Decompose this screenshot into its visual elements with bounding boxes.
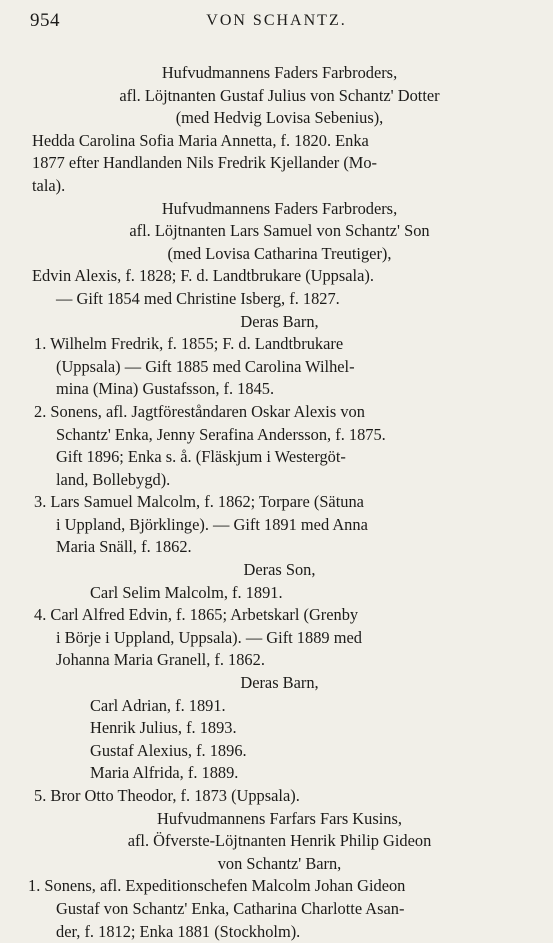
text-line: tala). [32, 175, 66, 195]
text-line: der, f. 1812; Enka 1881 (Stockholm). [56, 921, 301, 941]
text-line: Edvin Alexis, f. 1828; F. d. Landtbrukare (Uppsala). [32, 266, 374, 286]
text-line: afl. Öfverste-Löjtnanten Henrik Philip Gideon [127, 831, 432, 851]
text-line: — Gift 1854 med Christine Isberg, f. 1827. [56, 288, 340, 308]
text-line: Gift 1896; Enka s. å. (Fläskjum i Westergöt- [56, 447, 346, 467]
text-line: 4. Carl Alfred Edvin, f. 1865; Arbetskarl (Grenby [34, 605, 359, 625]
text-line: Deras Son, [243, 560, 316, 580]
text-line: 5. Bror Otto Theodor, f. 1873 (Uppsala). [34, 786, 300, 805]
text-line: Maria Snäll, f. 1862. [56, 537, 192, 557]
text-line: (Uppsala) — Gift 1885 med Carolina Wilhel- [56, 356, 355, 376]
text-line: Hufvudmannens Farfars Fars Kusins, [157, 808, 402, 828]
text-line: Hedda Carolina Sofia Maria Annetta, f. 1820. Enka [32, 130, 369, 150]
text-line: Gustaf von Schantz' Enka, Catharina Charlotte Asan- [56, 898, 405, 918]
text-line: 2. Sonens, afl. Jagtföreståndaren Oskar Alexis von [34, 401, 365, 421]
text-line: i Uppland, Björklinge). — Gift 1891 med Anna [56, 514, 368, 534]
text-line: i Börje i Uppland, Uppsala). — Gift 1889 med [56, 627, 362, 647]
text-line: 1. Sonens, afl. Expeditionschefen Malcolm Johan Gideon [28, 876, 406, 896]
running-title: VON SCHANTZ. [206, 12, 347, 29]
text-line: Maria Alfrida, f. 1889. [90, 763, 239, 783]
text-line: Hufvudmannens Faders Farbroders, [161, 198, 398, 218]
text-line: 1877 efter Handlanden Nils Fredrik Kjellander (Mo- [32, 153, 378, 173]
text-line: Schantz' Enka, Jenny Serafina Andersson, f. 1875. [56, 424, 386, 444]
text-line: afl. Löjtnanten Lars Samuel von Schantz' Son [129, 221, 430, 241]
text-line: Johanna Maria Granell, f. 1862. [56, 650, 265, 670]
text-line: von Schantz' Barn, [217, 853, 342, 873]
text-line: Carl Selim Malcolm, f. 1891. [90, 582, 283, 602]
text-line: Gustaf Alexius, f. 1896. [90, 740, 247, 760]
text-line: Deras Barn, [240, 311, 319, 331]
text-line: 1. Wilhelm Fredrik, f. 1855; F. d. Landtbrukare [34, 334, 344, 354]
text-line: Henrik Julius, f. 1893. [90, 718, 237, 738]
page-number: 954 [30, 10, 60, 31]
text-line: 3. Lars Samuel Malcolm, f. 1862; Torpare (Sätuna [34, 492, 364, 512]
text-line: mina (Mina) Gustafsson, f. 1845. [56, 379, 275, 399]
text-line: (med Hedvig Lovisa Sebenius), [175, 108, 384, 128]
text-line: Carl Adrian, f. 1891. [90, 695, 226, 715]
text-line: Deras Barn, [240, 673, 319, 693]
text-line: land, Bollebygd). [56, 469, 171, 489]
page-header [30, 10, 523, 36]
text-line: Hufvudmannens Faders Farbroders, [161, 63, 398, 82]
text-line: afl. Löjtnanten Gustaf Julius von Schantz' Dotter [119, 85, 440, 105]
page-text [28, 62, 531, 943]
text-line: (med Lovisa Catharina Treutiger), [167, 243, 392, 263]
